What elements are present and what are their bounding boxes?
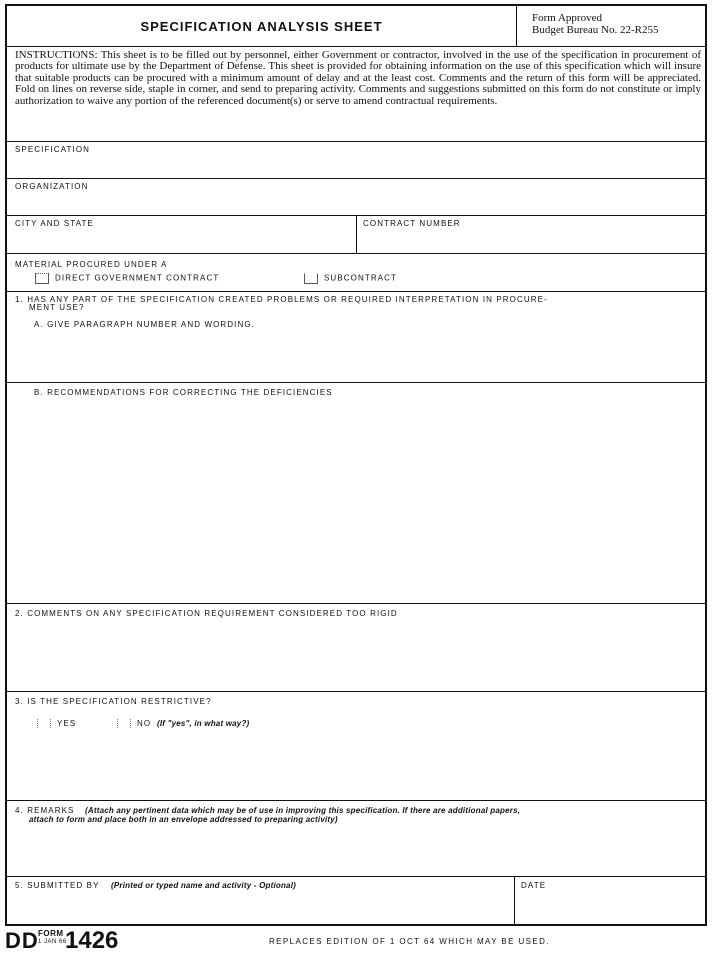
direct-contract-option[interactable] — [35, 273, 219, 284]
form-word: FORM — [38, 929, 64, 938]
organization-field[interactable] — [7, 179, 705, 216]
material-procured-row — [7, 254, 705, 292]
form-date: 1 JAN 66 — [38, 939, 67, 945]
question-1a-section[interactable] — [7, 292, 705, 383]
yes-checkbox[interactable] — [37, 719, 51, 728]
question-1-line2: MENT USE? — [29, 303, 85, 312]
question-1-line1: 1. HAS ANY PART OF THE SPECIFICATION CREATED PROBLEMS OR REQUIRED INTERPRETATION IN PROCURE- — [15, 295, 548, 304]
question-2-label: 2. COMMENTS ON ANY SPECIFICATION REQUIREMENT CONSIDERED TOO RIGID — [15, 609, 398, 618]
question-3-label: 3. IS THE SPECIFICATION RESTRICTIVE? — [15, 697, 212, 706]
no-checkbox[interactable] — [117, 719, 131, 728]
question-4-note-line2: attach to form and place both in an envelope addressed to preparing activity) — [29, 815, 338, 824]
budget-bureau-line: Budget Bureau No. 22-R255 — [532, 24, 659, 36]
specification-analysis-form — [5, 4, 707, 926]
form-footer — [5, 927, 707, 954]
question-4-label: 4. REMARKS — [15, 806, 75, 815]
submitted-by-label: 5. SUBMITTED BY — [15, 881, 100, 890]
question-2-section[interactable] — [7, 604, 705, 692]
question-4-section[interactable] — [7, 801, 705, 877]
approved-line: Form Approved — [532, 12, 602, 24]
question-1b-section[interactable] — [7, 383, 705, 604]
specification-field[interactable] — [7, 142, 705, 179]
question-3-note: (If "yes", in what way?) — [157, 719, 250, 728]
replaces-notice: REPLACES EDITION OF 1 OCT 64 WHICH MAY BE USED. — [269, 937, 550, 946]
question-1b-label: B. RECOMMENDATIONS FOR CORRECTING THE DEFICIENCIES — [34, 388, 333, 397]
specification-label: SPECIFICATION — [15, 145, 91, 154]
submitted-by-note: (Printed or typed name and activity - Optional) — [111, 881, 296, 890]
subcontract-label: SUBCONTRACT — [324, 273, 397, 283]
yes-label: YES — [57, 719, 77, 728]
submitted-by-row — [7, 877, 705, 926]
instructions-row — [7, 47, 705, 142]
no-label: NO — [137, 719, 152, 728]
yes-option[interactable] — [37, 719, 76, 728]
city-contract-row — [7, 216, 705, 254]
direct-contract-checkbox[interactable] — [35, 273, 49, 284]
question-1a-label: A. GIVE PARAGRAPH NUMBER AND WORDING. — [34, 320, 256, 329]
contract-number-label: CONTRACT NUMBER — [363, 219, 461, 228]
dd-mark: DD — [5, 928, 39, 953]
form-number: 1426 — [65, 927, 119, 954]
organization-label: ORGANIZATION — [15, 182, 89, 191]
form-title: SPECIFICATION ANALYSIS SHEET — [7, 6, 517, 46]
material-procured-label: MATERIAL PROCURED UNDER A — [15, 260, 168, 269]
title-row — [7, 6, 705, 47]
date-label: DATE — [521, 881, 547, 890]
city-state-label: CITY AND STATE — [15, 219, 94, 228]
form-approval-block — [532, 12, 658, 36]
subcontract-option[interactable] — [304, 273, 397, 284]
no-option[interactable] — [117, 719, 151, 728]
divider — [514, 877, 515, 926]
question-3-section — [7, 692, 705, 801]
direct-contract-label: DIRECT GOVERNMENT CONTRACT — [55, 273, 220, 283]
divider — [356, 216, 357, 253]
question-4-note-line1: (Attach any pertinent data which may be of use in improving this specification. If there are additional papers, — [85, 806, 521, 815]
subcontract-checkbox[interactable] — [304, 273, 318, 284]
instructions-text: INSTRUCTIONS: This sheet is to be filled out by personnel, either Government or contractor, involved in the use of the specification in procurement of products for ultimate use by the Department of Defense. This sheet is provided for obtaining information on the use of this specification which will insure that suitable products can be procured with a minimum amount of delay and at the least cost. Comments and the return of this form will be appreciated. Fold on lines on reverse side, staple in corner, and send to preparing activity. Comments and suggestions submitted on this form do not constitute or imply authorization to waive any portion of the referenced document(s) or serve to amend contractual requirements. — [15, 49, 701, 107]
